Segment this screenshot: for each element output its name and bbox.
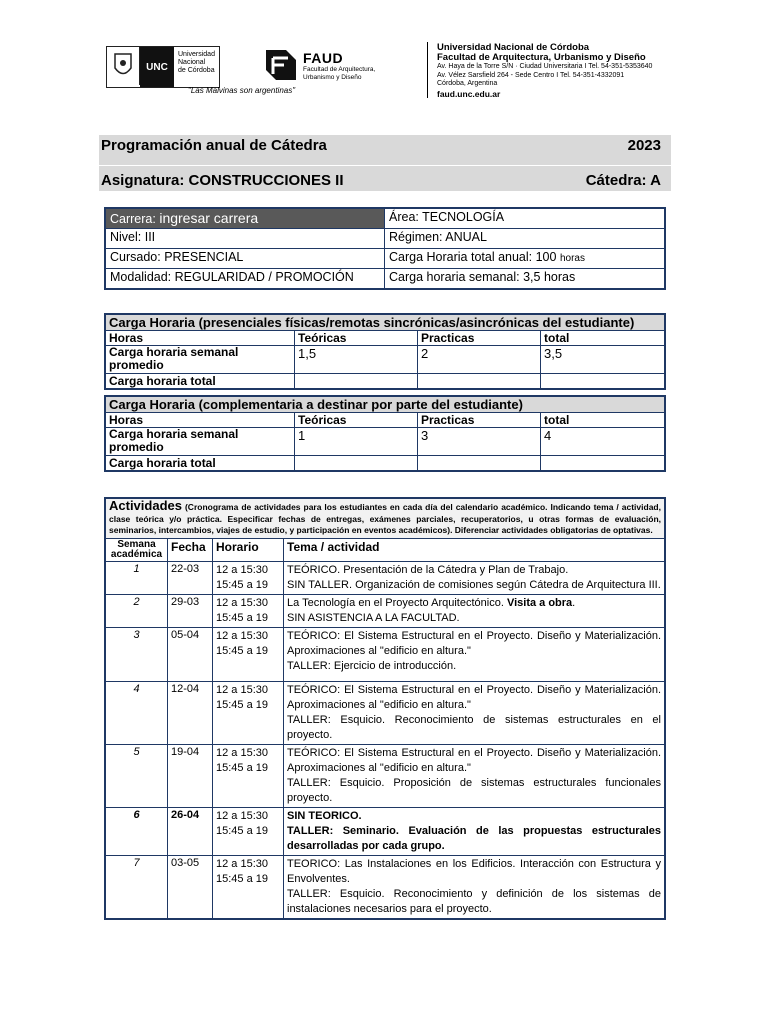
carga-horaria-presencial-table: Carga Horaria (presenciales físicas/remotas sincrónicas/asincrónicas del estudiante) Horas Teóricas Practicas total Carga horaria semanal promedio 1,5 2 3,5 Carga horaria total xyxy=(104,313,666,390)
subject-band xyxy=(99,166,671,191)
title-band xyxy=(99,135,671,165)
table-title: Carga Horaria (presenciales físicas/remotas sincrónicas/asincrónicas del estudiante) xyxy=(105,314,665,331)
table-row: 2 29-03 12 a 15:30 15:45 a 19 La Tecnología en el Proyecto Arquitectónico. Visita a obra. SIN ASISTENCIA A LA FACULTAD. xyxy=(105,594,665,627)
nivel-cell: Nivel: III xyxy=(105,229,385,249)
table-row: 5 19-04 12 a 15:30 15:45 a 19 TEÓRICO: El Sistema Estructural en el Proyecto. Diseño y Materialización. Aproximaciones al "edificio en altura." TALLER: Esquicio. Proposición de sistemas estructurales funcionales proyecto. xyxy=(105,744,665,807)
unc-tag: UNC xyxy=(140,47,174,87)
regimen-cell: Régimen: ANUAL xyxy=(385,229,666,249)
carga-anual-cell: Carga Horaria total anual: 100 horas xyxy=(385,249,666,269)
catedra: Cátedra: A xyxy=(585,172,661,189)
subject: Asignatura: CONSTRUCCIONES II xyxy=(101,172,344,189)
unc-shield-icon xyxy=(107,47,140,85)
unc-name: Universidad Nacional de Córdoba xyxy=(178,51,215,74)
unc-logo xyxy=(106,46,220,88)
year: 2023 xyxy=(627,137,661,154)
table-row: 7 03-05 12 a 15:30 15:45 a 19 TEORICO: Las Instalaciones en los Edificios. Interacción con Estructura y Envolventes. TALLER: Esquicio. Reconocimiento y definición de los sistemas de instalaciones necesarios para el proyecto. xyxy=(105,855,665,919)
carga-horaria-complementaria-table: Carga Horaria (complementaria a destinar por parte del estudiante) Horas Teóricas Practicas total Carga horaria semanal promedio 1 3 4 Carga horaria total xyxy=(104,395,666,472)
table-row: 6 26-04 12 a 15:30 15:45 a 19 SIN TEORICO. TALLER: Seminario. Evaluación de las propuestas estructurales desarrolladas por cada grupo. xyxy=(105,807,665,855)
website: faud.unc.edu.ar xyxy=(437,88,501,99)
area-cell: Área: TECNOLOGÍA xyxy=(385,208,666,229)
col-horario: Horario xyxy=(213,538,284,561)
course-info-table xyxy=(104,207,666,290)
malvinas-slogan: "Las Malvinas son argentinas" xyxy=(188,86,296,95)
col-fecha: Fecha xyxy=(168,538,213,561)
table-title: Carga Horaria (complementaria a destinar por parte del estudiante) xyxy=(105,396,665,413)
cursado-cell: Cursado: PRESENCIAL xyxy=(105,249,385,269)
faud-title: FAUD xyxy=(303,50,344,66)
carga-semanal-cell: Carga horaria semanal: 3,5 horas xyxy=(385,269,666,290)
institution-info: Universidad Nacional de Córdoba Facultad de Arquitectura, Urbanismo y Diseño Av. Haya de la Torre S/N · Ciudad Universitaria I Tel. 54-351-5353640 Av. Vélez Sarsfield 264 - Sede Centro I Tel. 54-351-4332091 Córdoba, Argentina faud.unc.edu.ar xyxy=(437,42,653,99)
table-row: 1 22-03 12 a 15:30 15:45 a 19 TEÓRICO. Presentación de la Cátedra y Plan de Trabajo. SIN TALLER. Organización de comisiones según Cátedra de Arquitectura III. xyxy=(105,561,665,594)
col-semana: Semana académica xyxy=(105,538,168,561)
carrera-cell: Carrera: ingresar carrera xyxy=(105,208,385,229)
faud-logo-icon xyxy=(264,48,298,82)
col-tema: Tema / actividad xyxy=(284,538,666,561)
actividades-table xyxy=(104,497,666,920)
table-row: 3 05-04 12 a 15:30 15:45 a 19 TEÓRICO: El Sistema Estructural en el Proyecto. Diseño y Materialización. Aproximaciones al "edificio en altura." TALLER: Ejercicio de introducción. xyxy=(105,627,665,681)
modalidad-cell: Modalidad: REGULARIDAD / PROMOCIÓN xyxy=(105,269,385,290)
actividades-intro: Actividades (Cronograma de actividades para los estudiantes en cada día del calendario académico. Indicando tema / actividad, clase teórica y/o práctica. Especificar fechas de entregas, exámenes parciales, recuperatorios, u otras formas de evaluación, seminarios, intercambios, viajes de estudio, y participación en eventos académicos). Diferenciar actividades obligatorias de optativas. xyxy=(105,498,665,538)
table-row: 4 12-04 12 a 15:30 15:45 a 19 TEÓRICO: El Sistema Estructural en el Proyecto. Diseño y Materialización. Aproximaciones al "edificio en altura." TALLER: Esquicio. Reconocimiento de sistemas estructurales en el proyecto. xyxy=(105,681,665,744)
header-divider xyxy=(427,42,428,98)
faud-subtitle: Facultad de Arquitectura, Urbanismo y Diseño xyxy=(303,66,376,81)
page-title: Programación anual de Cátedra xyxy=(101,137,327,154)
